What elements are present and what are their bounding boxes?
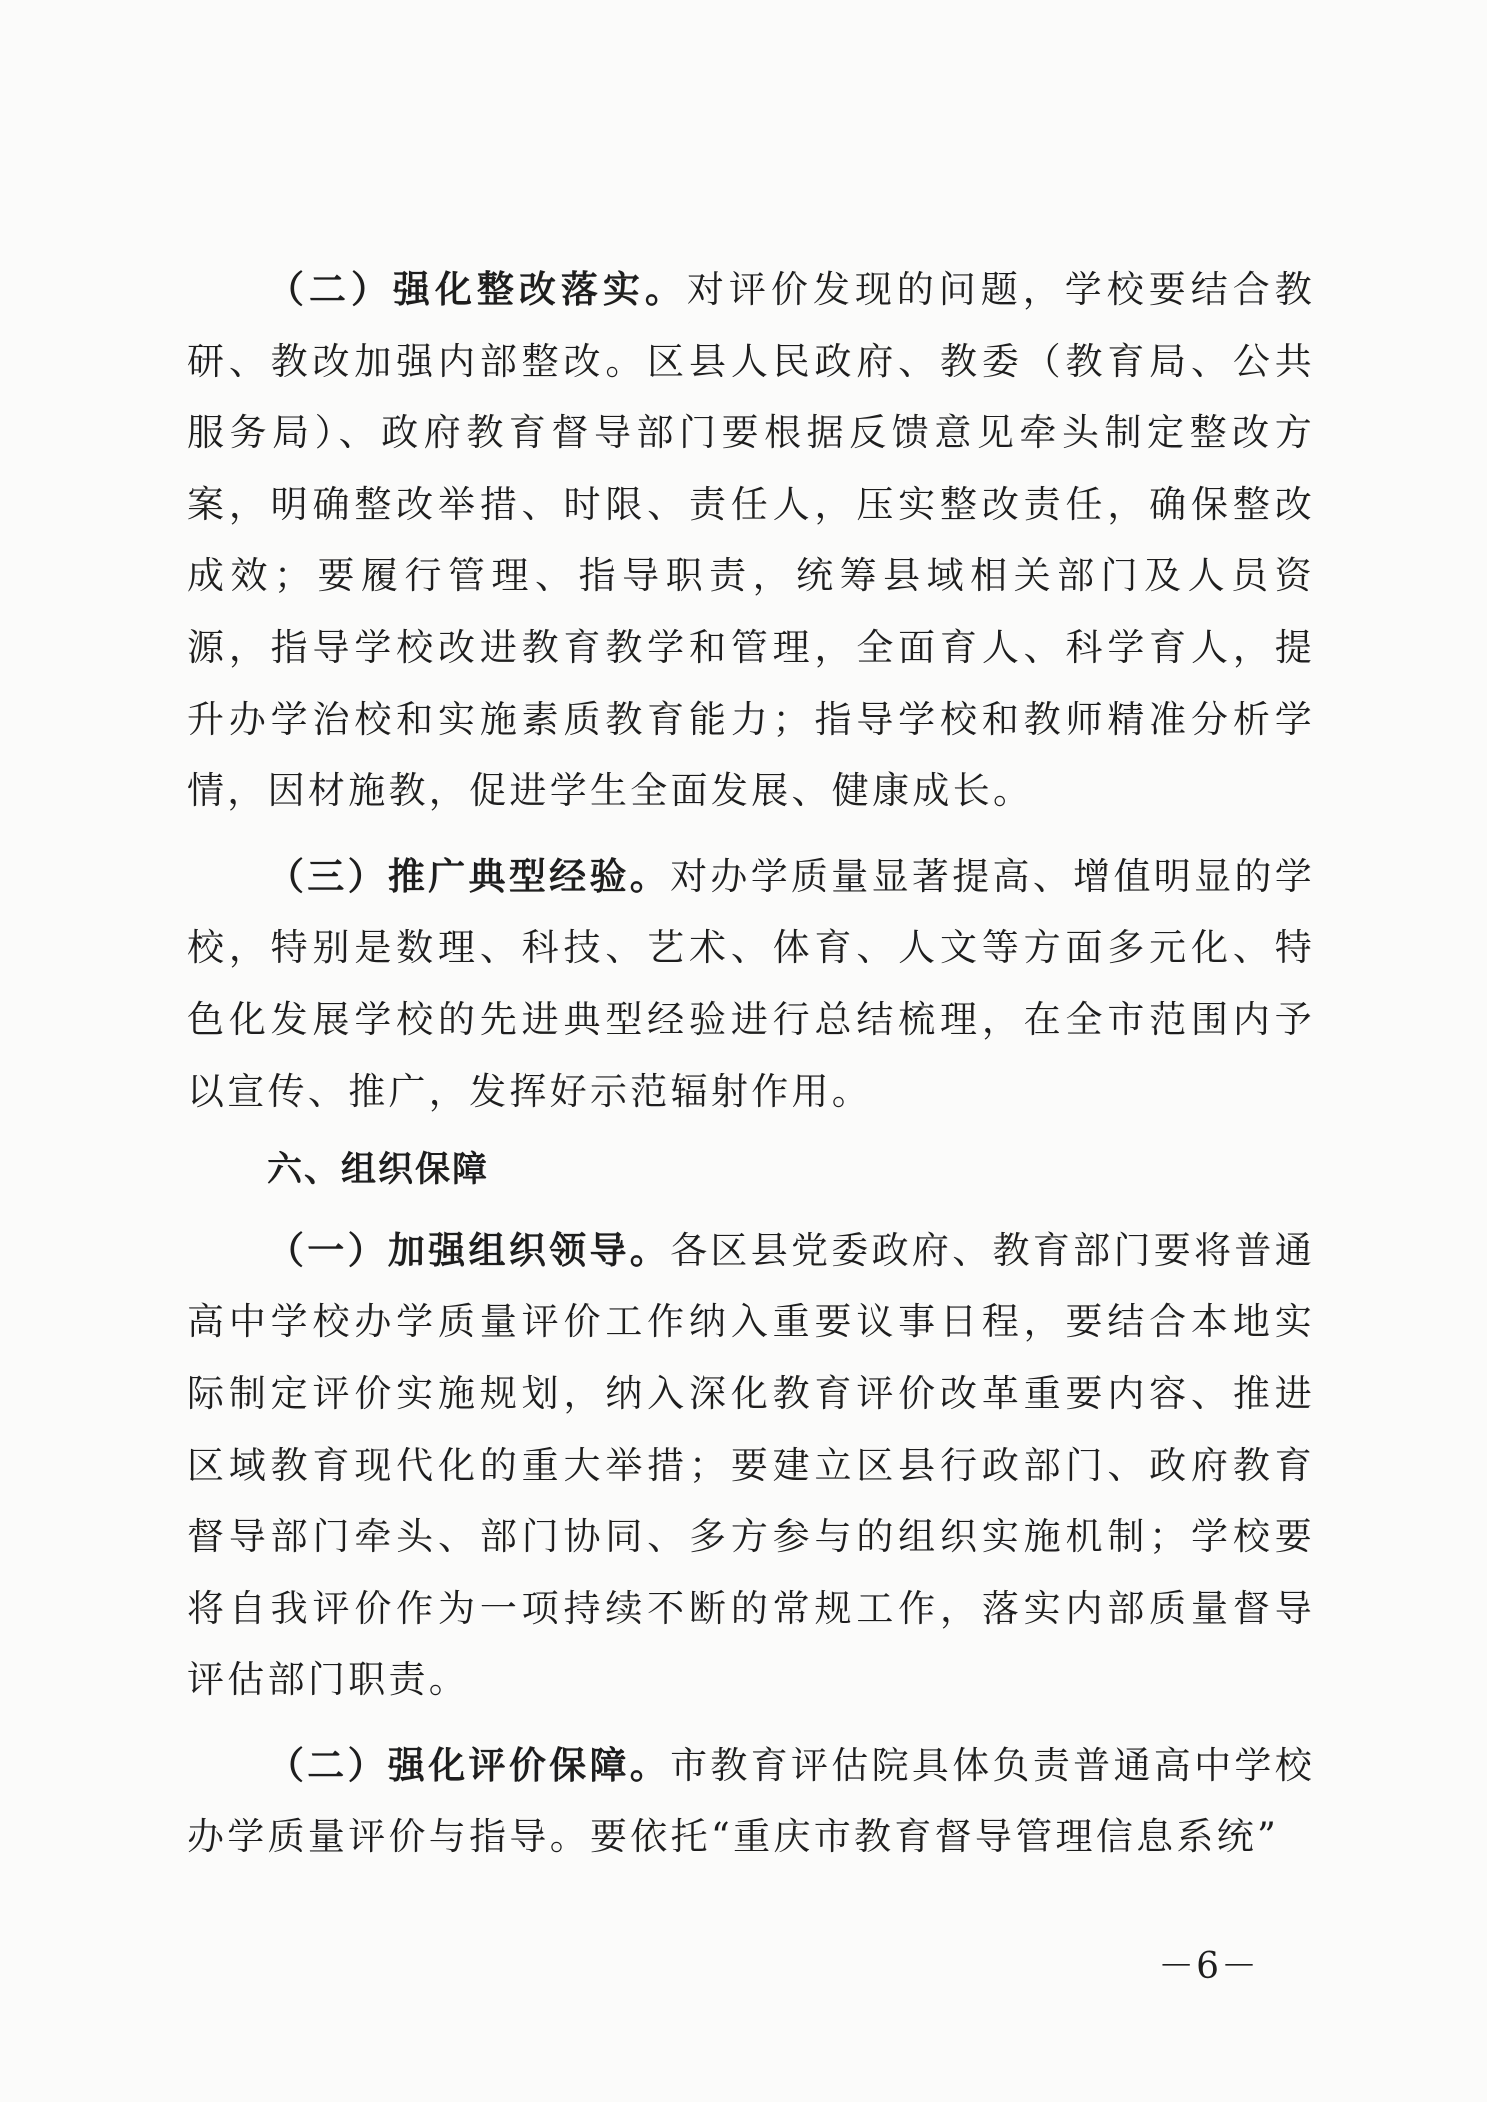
paragraph-lead: （一）加强组织领导。	[267, 1228, 671, 1272]
paragraph-leadership	[187, 1215, 1315, 1716]
section-heading: 六、组织保障	[267, 1150, 490, 1191]
paragraph-text: 各区县党委政府、教育部门要将普通高中学校办学质量评价工作纳入重要议事日程，要结合本地实际制定评价实施规划，纳入深化教育评价改革重要内容、推进区域教育现代化的重大举措；要建立区县行政部门、政府教育督导部门牵头、部门协同、多方参与的组织实施机制；学校要将自我评价作为一项持续不断的常规工作，落实内部质量督导评估部门职责。	[187, 1228, 1315, 1702]
paragraph-text: 对评价发现的问题，学校要结合教研、教改加强内部整改。区县人民政府、教委（教育局、公共服务局）、政府教育督导部门要根据反馈意见牵头制定整改方案，明确整改举措、时限、责任人，压实整改责任，确保整改成效；要履行管理、指导职责，统筹县域相关部门及人员资源，指导学校改进教育教学和管理，全面育人、科学育人，提升办学治校和实施素质教育能力；指导学校和教师精准分析学情，因材施教，促进学生全面发展、健康成长。	[187, 268, 1315, 813]
paragraph-lead: （三）推广典型经验。	[267, 854, 671, 898]
paragraph-lead: （二）强化评价保障。	[267, 1743, 671, 1787]
paragraph-text: 市教育评估院具体负责普通高中学校办学质量评价与指导。要依托“重庆市教育督导管理信息系统”	[187, 1743, 1315, 1859]
paragraph-evaluation-support	[187, 1730, 1315, 1873]
paragraph-rectification	[187, 254, 1315, 827]
paragraph-lead: （二）强化整改落实。	[267, 268, 687, 311]
paragraph-text: 对办学质量显著提高、增值明显的学校，特别是数理、科技、艺术、体育、人文等方面多元化、特色化发展学校的先进典型经验进行总结梳理，在全市范围内予以宣传、推广，发挥好示范辐射作用。	[187, 854, 1315, 1113]
paragraph-experience	[187, 841, 1315, 1127]
page-number: －6－	[1158, 1946, 1259, 1987]
document-body	[187, 254, 1315, 1873]
